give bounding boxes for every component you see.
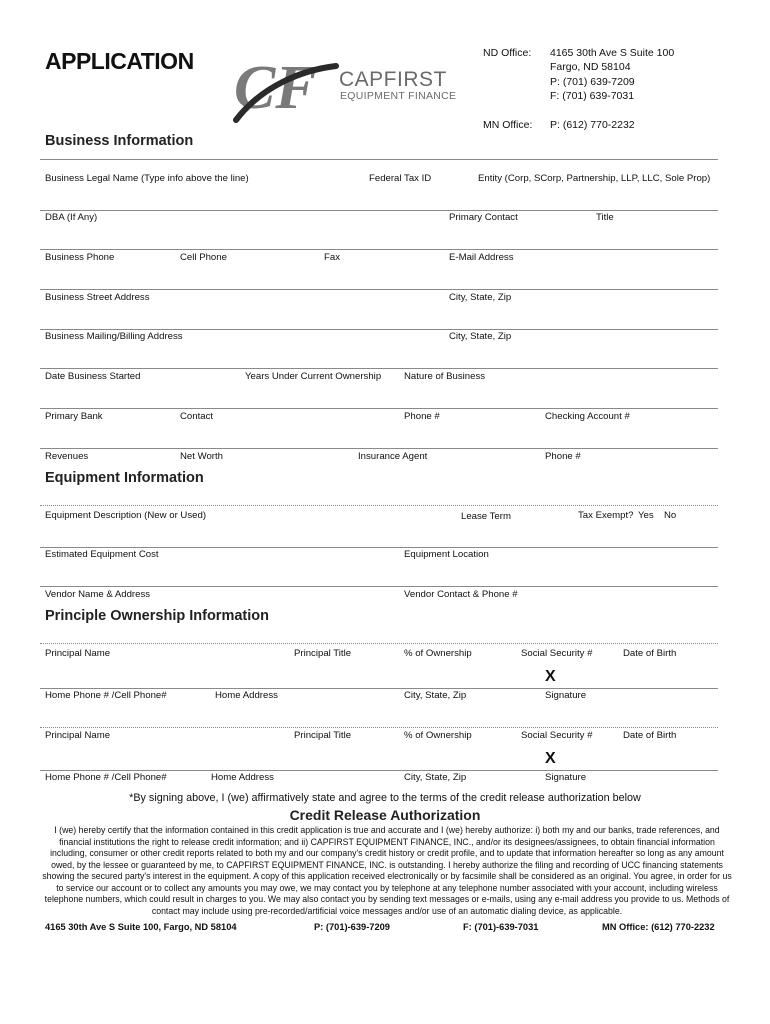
insurance-agent-label: Insurance Agent xyxy=(358,451,428,462)
principal-city-state-zip-label-2: City, State, Zip xyxy=(404,772,467,783)
footer-phone: P: (701)-639-7209 xyxy=(314,922,390,932)
principal-name-label: Principal Name xyxy=(45,648,111,659)
revenues-label: Revenues xyxy=(45,451,89,462)
tax-exempt-no-option[interactable]: No xyxy=(664,510,677,521)
date-business-started-label: Date Business Started xyxy=(45,371,141,382)
divider xyxy=(40,505,718,506)
divider xyxy=(40,727,718,728)
nd-office-label: ND Office: xyxy=(483,47,532,59)
signature-x-mark: X xyxy=(545,668,556,685)
equipment-description-label: Equipment Description (New or Used) xyxy=(45,510,207,521)
vendor-name-label: Vendor Name & Address xyxy=(45,589,151,600)
primary-bank-label: Primary Bank xyxy=(45,411,103,422)
years-under-ownership-label: Years Under Current Ownership xyxy=(245,371,382,382)
estimated-cost-field[interactable] xyxy=(40,586,718,587)
divider xyxy=(40,159,718,160)
cf-monogram-icon xyxy=(232,56,342,124)
email-address-label: E-Mail Address xyxy=(449,252,514,263)
estimated-cost-label: Estimated Equipment Cost xyxy=(45,549,159,560)
footer-mn-office: MN Office: (612) 770-2232 xyxy=(602,922,715,932)
equipment-section-heading: Equipment Information xyxy=(45,470,204,486)
mn-office-phone: P: (612) 770-2232 xyxy=(550,119,635,131)
signature-x-mark-2: X xyxy=(545,750,556,767)
primary-contact-label: Primary Contact xyxy=(449,212,518,223)
home-phone-label-2: Home Phone # /Cell Phone# xyxy=(45,772,167,783)
nd-office-address-2: Fargo, ND 58104 xyxy=(550,61,631,73)
bank-phone-label: Phone # xyxy=(404,411,440,422)
ssn-label-2: Social Security # xyxy=(521,730,593,741)
mn-office-label: MN Office: xyxy=(483,119,533,131)
page-title: APPLICATION xyxy=(45,48,194,74)
checking-account-label: Checking Account # xyxy=(545,411,630,422)
date-of-birth-label-2: Date of Birth xyxy=(623,730,677,741)
divider xyxy=(40,643,718,644)
cell-phone-label: Cell Phone xyxy=(180,252,227,263)
business-mailing-address-field[interactable] xyxy=(40,368,718,369)
svg-text:CF: CF xyxy=(234,56,317,122)
tax-exempt-label: Tax Exempt? xyxy=(578,510,634,521)
ownership-percent-label-2: % of Ownership xyxy=(404,730,472,741)
business-mailing-address-label: Business Mailing/Billing Address xyxy=(45,331,183,342)
tax-exempt-yes-option[interactable]: Yes xyxy=(638,510,654,521)
credit-section-heading: Credit Release Authorization xyxy=(289,807,481,823)
home-address-label-2: Home Address xyxy=(211,772,274,783)
insurance-phone-label: Phone # xyxy=(545,451,581,462)
federal-tax-id-label: Federal Tax ID xyxy=(369,173,432,184)
principal-title-label: Principal Title xyxy=(294,648,352,659)
fax-label: Fax xyxy=(324,252,340,263)
principal-title-label-2: Principal Title xyxy=(294,730,352,741)
mailing-city-state-zip-label: City, State, Zip xyxy=(449,331,512,342)
nature-of-business-label: Nature of Business xyxy=(404,371,486,382)
net-worth-label: Net Worth xyxy=(180,451,224,462)
business-street-address-label: Business Street Address xyxy=(45,292,150,303)
nd-office-fax: F: (701) 639-7031 xyxy=(550,90,635,102)
business-phone-field[interactable] xyxy=(40,289,718,290)
date-of-birth-label: Date of Birth xyxy=(623,648,677,659)
signing-note: *By signing above, I (we) affirmatively state and agree to the terms of the credit release authorization below xyxy=(129,792,641,804)
ownership-percent-label: % of Ownership xyxy=(404,648,472,659)
signature-label-2: Signature xyxy=(545,772,587,783)
authorization-paragraph: I (we) hereby certify that the information contained in this credit application is true and accurate and I (we) hereby authorize: i) both my and our banks, trade references, and financial institutions the right to release credit information; and ii) CAPFIRST EQUIPMENT FINANCE, INC., and/or its designees/assignees, to obtain financial information including, consumer or other credit reports related to both my and our company's credit history or credit profile, and to update that information hereafter so long as any amount owed, by the lessee or guaranteed by me, to CAPFIRST EQUIPMENT FINANCE, INC. is outstanding. I hereby authorize the filing and recording of UCC financing statements showing the secured party's interest in the equipment. A copy of this application received electronically or by facsimile shall be considered as an original. You agree, in order for us to service our account or to collect any amounts you may owe, we may contact you by telephone at any telephone number associated with your account, including wireless telephone numbers, which could result in charges to you. We may also contact you by sending text messages or e-mails, using any e-mail address you provide to us. Methods of contact may include using pre-recorded/artificial voice messages and/or use of an automatic dialing device, as applicable. xyxy=(42,825,732,916)
business-section-heading: Business Information xyxy=(45,133,194,149)
vendor-contact-label: Vendor Contact & Phone # xyxy=(404,589,518,600)
footer-address: 4165 30th Ave S Suite 100, Fargo, ND 58104 xyxy=(45,922,237,932)
nd-office-address-1: 4165 30th Ave S Suite 100 xyxy=(550,47,675,59)
home-address-label: Home Address xyxy=(215,690,278,701)
business-legal-name-field[interactable] xyxy=(40,210,718,211)
principal-name-label-2: Principal Name xyxy=(45,730,111,741)
primary-bank-field[interactable] xyxy=(40,448,718,449)
principal-name-field[interactable] xyxy=(40,688,718,689)
footer-fax: F: (701)-639-7031 xyxy=(463,922,539,932)
ssn-label: Social Security # xyxy=(521,648,593,659)
business-phone-label: Business Phone xyxy=(45,252,115,263)
logo-name: CAPFIRST xyxy=(339,68,447,91)
principal-section-heading: Principle Ownership Information xyxy=(45,608,269,624)
title-label: Title xyxy=(596,212,614,223)
principal-name-field-2[interactable] xyxy=(40,770,718,771)
logo-subtitle: EQUIPMENT FINANCE xyxy=(340,90,457,102)
equipment-description-field[interactable] xyxy=(40,547,718,548)
business-legal-name-label: Business Legal Name (Type info above the line) xyxy=(45,173,249,184)
city-state-zip-label: City, State, Zip xyxy=(449,292,512,303)
business-street-address-field[interactable] xyxy=(40,329,718,330)
entity-type-label: Entity (Corp, SCorp, Partnership, LLP, LLC, Sole Prop) xyxy=(478,173,711,184)
capfirst-logo xyxy=(232,56,457,124)
equipment-location-label: Equipment Location xyxy=(404,549,489,560)
signature-label: Signature xyxy=(545,690,587,701)
dba-field[interactable] xyxy=(40,249,718,250)
nd-office-phone: P: (701) 639-7209 xyxy=(550,76,635,88)
home-phone-label: Home Phone # /Cell Phone# xyxy=(45,690,167,701)
dba-label: DBA (If Any) xyxy=(45,212,98,223)
date-business-started-field[interactable] xyxy=(40,408,718,409)
bank-contact-label: Contact xyxy=(180,411,214,422)
lease-term-label: Lease Term xyxy=(461,511,511,522)
principal-city-state-zip-label: City, State, Zip xyxy=(404,690,467,701)
